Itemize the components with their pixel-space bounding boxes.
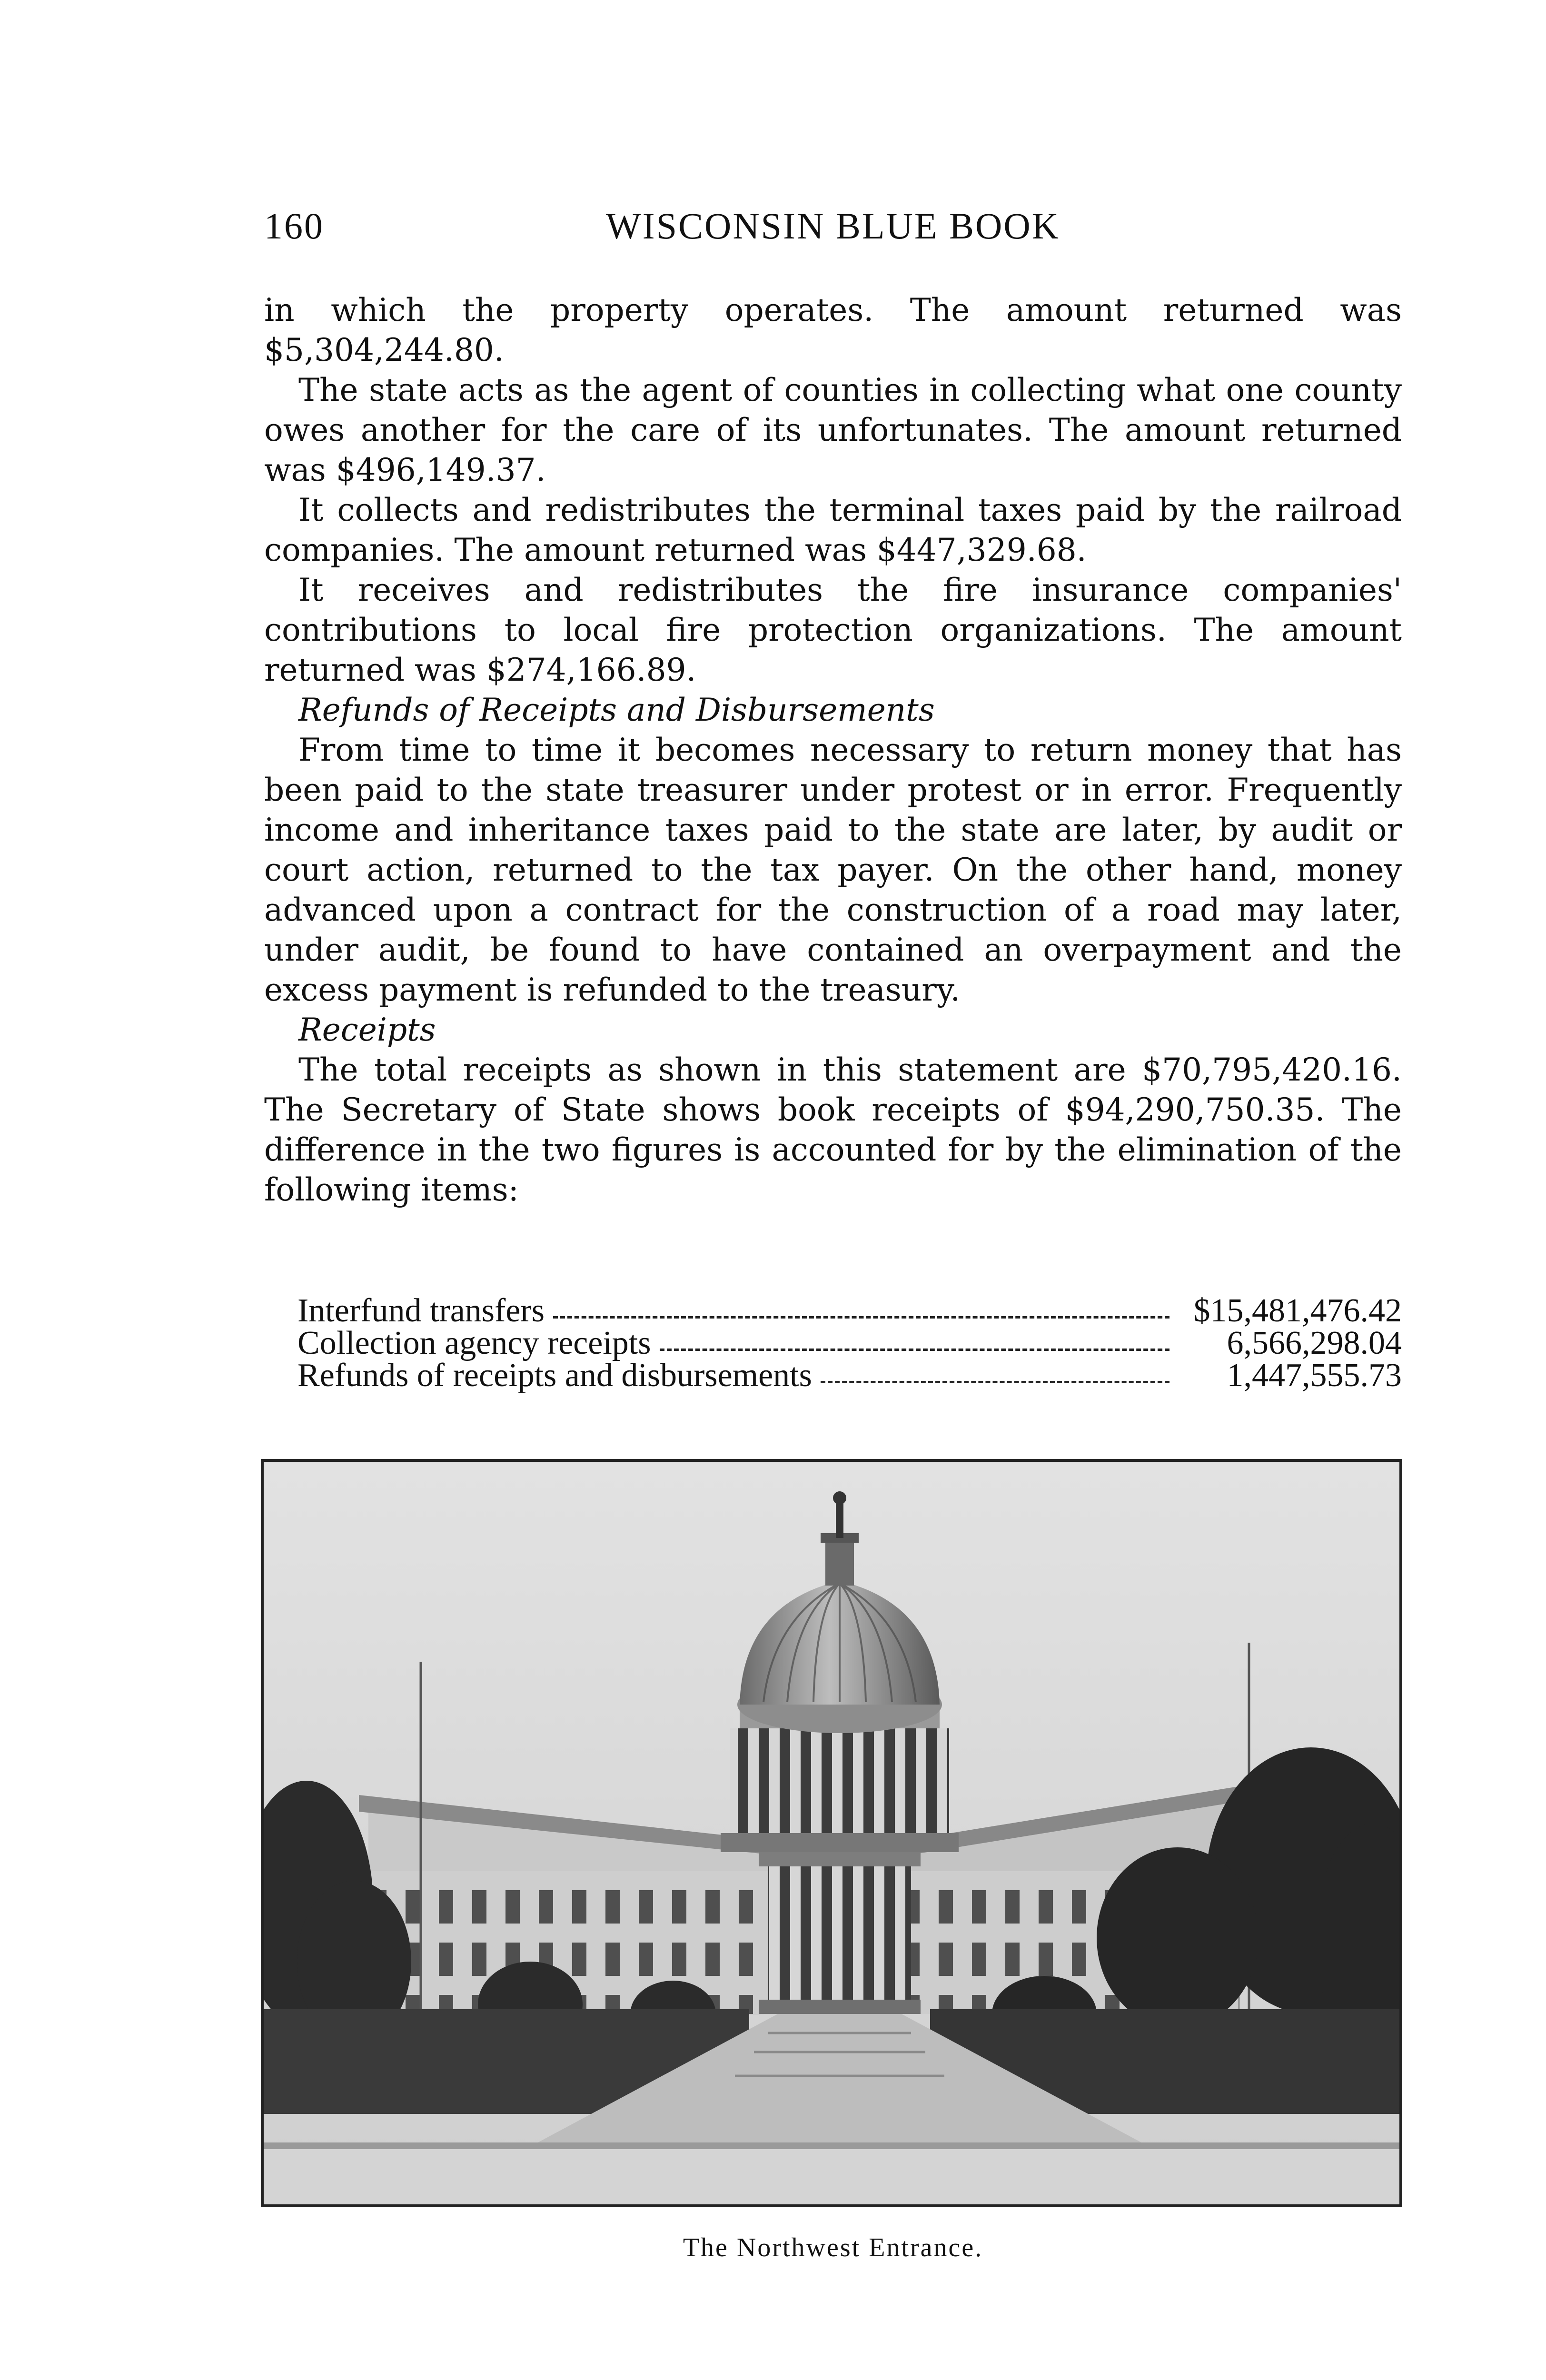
- street: [264, 2147, 1399, 2204]
- eliminated-items-table: [297, 1292, 1402, 1394]
- item-amount: 1,447,555.73: [1227, 1357, 1402, 1394]
- capitol-photo: [261, 1459, 1402, 2207]
- paragraph-fire-insurance: It receives and redistributes the fire insurance companies' contributions to local fire protection organizations. The amount returned was $274,166.89.: [264, 572, 1402, 688]
- item-label: Refunds of receipts and disbursements: [297, 1357, 812, 1394]
- central-portico: [759, 1847, 921, 2014]
- dot-leader: [660, 1349, 1170, 1351]
- item-label: Collection agency receipts: [297, 1325, 651, 1361]
- running-title: WISCONSIN BLUE BOOK: [606, 205, 1060, 247]
- page-header: [264, 205, 1402, 252]
- dot-leader: [553, 1316, 1169, 1319]
- item-amount: 6,566,298.04: [1227, 1325, 1402, 1361]
- body-text: [264, 290, 1402, 1210]
- item-amount: $15,481,476.42: [1193, 1292, 1402, 1329]
- paragraph-refunds: From time to time it becomes necessary to return money that has been paid to the state treasurer under protest or in error. Frequently income and inheritance taxes paid to the state are later, by audit or court action, returned to the tax payer. On the other hand, money advanced upon a contract for the construction of a road may later, under audit, be found to have contained an overpayment and the excess payment is refunded to the treasury.: [264, 732, 1402, 1008]
- paragraph-counties: The state acts as the agent of counties in collecting what one county owes another for the care of its unfortunates. The amount returned was $496,149.37.: [264, 372, 1402, 488]
- page-number: 160: [264, 205, 324, 247]
- capitol-illustration: [264, 1462, 1399, 2204]
- item-row: [297, 1327, 1402, 1359]
- photo-caption: The Northwest Entrance.: [683, 2233, 983, 2262]
- item-row: [297, 1359, 1402, 1392]
- paragraph-receipts: The total receipts as shown in this statement are $70,795,420.16. The Secretary of State shows book receipts of $94,290,750.35. The difference in the two figures is accounted for by the elimination of the following items:: [264, 1051, 1402, 1208]
- paragraph-terminal-taxes: It collects and redistributes the terminal taxes paid by the railroad companies. The amount returned was $447,329.68.: [264, 492, 1402, 568]
- paragraph-continuation: in which the property operates. The amount returned was $5,304,244.80.: [264, 292, 1402, 368]
- refunds-heading: Refunds of Receipts and Disbursements: [298, 692, 935, 728]
- receipts-heading: Receipts: [298, 1012, 436, 1048]
- item-label: Interfund transfers: [297, 1292, 545, 1329]
- dot-leader: [821, 1381, 1169, 1383]
- item-row: [297, 1292, 1402, 1329]
